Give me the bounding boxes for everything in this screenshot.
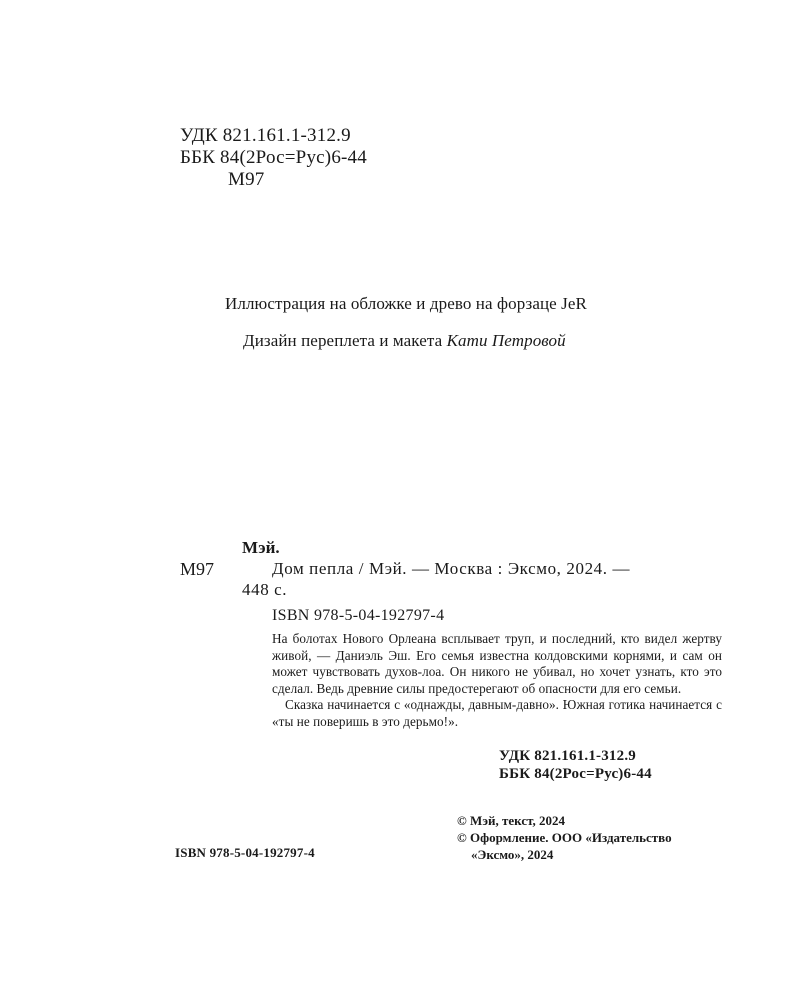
annotation-paragraph: На болотах Нового Орлеана всплывает труп, и последний, кто видел жертву живой, — Даниэль Эш. Его семья известна колдовскими корнями, и сам он может чувствовать духов-лоа. Он никого не убивал, но хочет узнать, кто это сделал. Ведь древние силы предостерегают об опасности для его семьи.	[272, 631, 722, 696]
copyright-block	[457, 812, 672, 863]
copyright-text: © Мэй, текст, 2024	[457, 813, 565, 828]
design-credit-name: Кати Петровой	[446, 331, 566, 350]
catalog-codes	[499, 747, 652, 783]
header-codes	[180, 125, 367, 191]
bottom-isbn: ISBN 978-5-04-192797-4	[175, 845, 315, 860]
copyright-design: © Оформление. ООО «Издательство	[457, 830, 672, 845]
illustration-credit: Иллюстрация на обложке и древо на форзаце JeR	[225, 294, 587, 313]
annotation-paragraph: Сказка начинается с «однажды, давным-давно». Южная готика начинается с «ты не поверишь в это дерьмо!».	[272, 697, 722, 729]
copyright-design-cont: «Эксмо», 2024	[471, 847, 554, 862]
catalog-title-line: Дом пепла / Мэй. — Москва : Эксмо, 2024. —	[272, 559, 631, 578]
author-mark: М97	[228, 169, 265, 190]
udk-code: УДК 821.161.1-312.9	[180, 125, 351, 146]
bbk-code: ББК 84(2Рос=Рус)6-44	[180, 147, 367, 168]
design-credit-prefix: Дизайн переплета и макета	[243, 331, 443, 350]
catalog-author: Мэй.	[242, 538, 280, 557]
catalog-bbk: ББК 84(2Рос=Рус)6-44	[499, 766, 652, 782]
design-credit	[243, 331, 566, 351]
catalog-author-mark: М97	[180, 559, 215, 579]
catalog-annotation	[272, 631, 722, 731]
catalog-isbn: ISBN 978-5-04-192797-4	[272, 607, 445, 624]
catalog-udk: УДК 821.161.1-312.9	[499, 748, 636, 764]
catalog-pages: 448 с.	[242, 580, 288, 599]
